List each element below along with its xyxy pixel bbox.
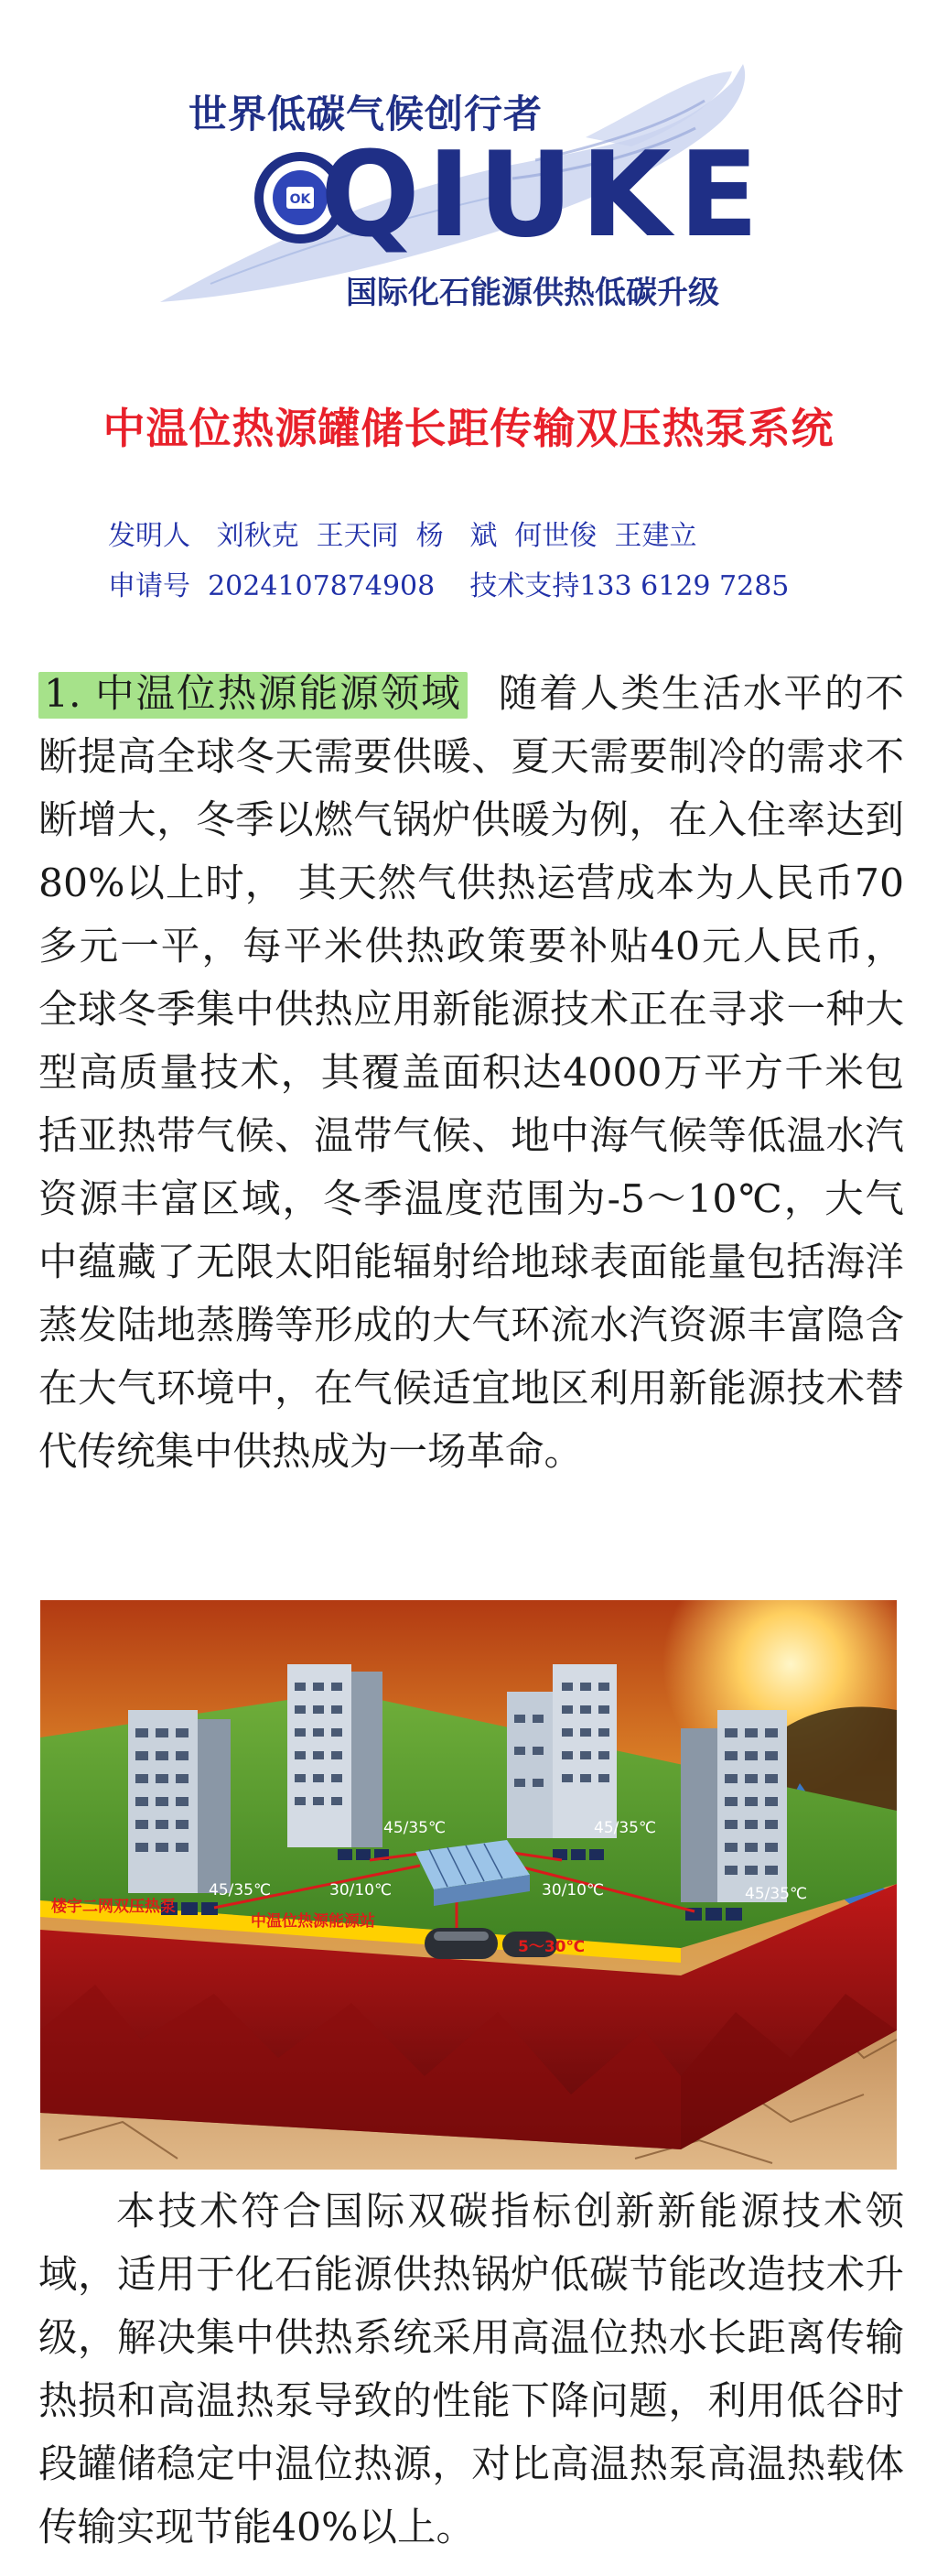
application-line: 申请号 2024107874908 技术支持133 6129 7285 bbox=[108, 570, 790, 602]
logo-tagline: 世界低碳气候创行者 bbox=[188, 92, 544, 136]
building-mid-left bbox=[287, 1664, 382, 1847]
svg-text:OK: OK bbox=[289, 192, 311, 207]
tank-temp-label: 5～30℃ bbox=[518, 1938, 586, 1956]
summary-paragraph: 本技术符合国际双碳指标创新新能源技术领域，适用于化石能源供热锅炉低碳节能改造技术升级，解决集中供热系统采用高温位热水长距离传输热损和高温热泵导致的性能下降问题，利用低谷时段罐储稳定中温位热源，对比高温热泵高温热载体传输实现节能40%以上。 bbox=[38, 2190, 904, 2550]
illustration-svg bbox=[40, 1600, 897, 2170]
temp-label-right: 45/35℃ bbox=[745, 1885, 808, 1903]
station-label: 中温位热源能源站 bbox=[251, 1912, 375, 1931]
logo bbox=[0, 0, 937, 357]
pipe-label-left: 30/10℃ bbox=[329, 1881, 393, 1900]
pipe-label-right: 30/10℃ bbox=[542, 1881, 605, 1900]
section-1-heading: 1. 中温位热源能源领域 bbox=[38, 672, 468, 719]
section-1-paragraph bbox=[38, 663, 904, 1484]
building-left bbox=[128, 1710, 231, 1893]
page-title: 中温位热源罐储长距传输双压热泵系统 bbox=[102, 404, 835, 453]
section-1-text: 随着人类生活水平的不断提高全球冬天需要供暖、夏天需要制冷的需求不断增大，冬季以燃气锅炉供暖为例，在入住率达到80%以上时， 其天然气供热运营成本为人民币70多元一平，每平米供热政策要补贴40元人民币，全球冬季集中供热应用新能源技术正在寻求一种大型高质量技术，其覆盖面积达4000万平方千米包括亚热带气候、温带气候、地中海气候等低温水汽资源丰富区域，冬季温度范围为-5～10℃，大气中蕴藏了无限太阳能辐射给地球表面能量包括海洋蒸发陆地蒸腾等形成的大气环流水汽资源丰富隐含在大气环境中，在气候适宜地区利用新能源技术替代传统集中供热成为一场革命。 bbox=[38, 672, 904, 1475]
building-pump-label: 楼宇二网双压热泵 bbox=[51, 1898, 176, 1916]
temp-label-mid-right: 45/35℃ bbox=[594, 1819, 657, 1837]
building-right bbox=[681, 1710, 787, 1902]
inventors-line: 发明人 刘秋克 王天同 杨 斌 何世俊 王建立 bbox=[108, 520, 697, 552]
temp-label-left: 45/35℃ bbox=[209, 1881, 272, 1900]
system-illustration bbox=[40, 1600, 897, 2170]
logo-wordmark: QIUKE bbox=[320, 127, 766, 264]
temp-label-mid-left: 45/35℃ bbox=[383, 1819, 447, 1837]
logo-subtitle: 国际化石能源供热低碳升级 bbox=[346, 275, 719, 311]
